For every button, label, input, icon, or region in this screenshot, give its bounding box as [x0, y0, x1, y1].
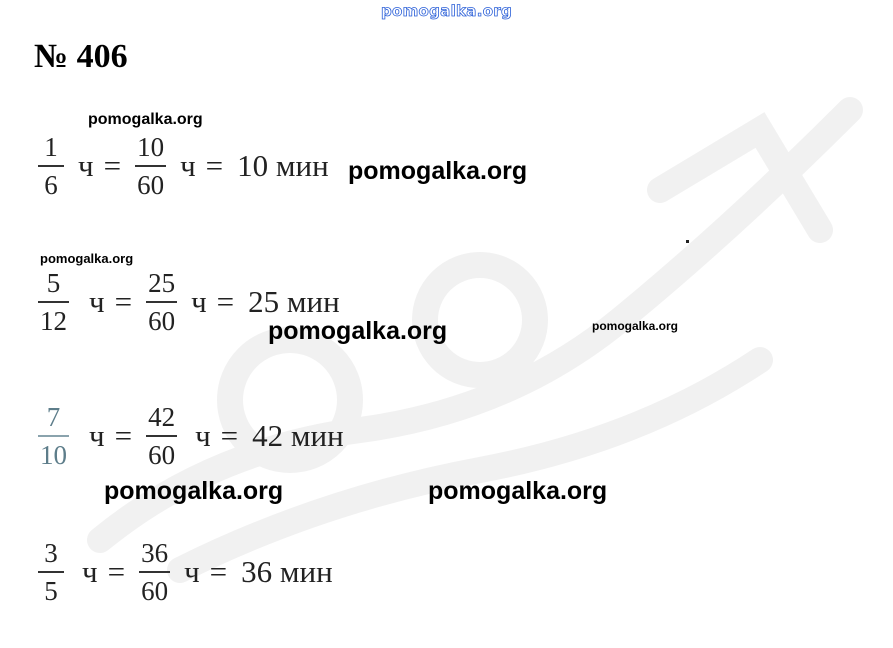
fraction-numerator: 42 — [148, 402, 176, 432]
equals-sign: = — [107, 554, 126, 589]
watermark-text: pomogalka.org — [88, 111, 203, 128]
equation-row — [38, 402, 344, 470]
fraction-hours — [38, 538, 64, 606]
fraction-hours — [38, 268, 69, 336]
equation-row — [38, 132, 329, 200]
stray-dot — [686, 240, 689, 243]
unit-hours: ч — [191, 284, 207, 319]
watermark-text: pomogalka.org — [268, 317, 448, 345]
fraction-sixtieths — [135, 132, 166, 200]
problem-number: № 406 — [34, 38, 128, 75]
unit-hours: ч — [184, 554, 200, 589]
fraction-denominator: 5 — [44, 576, 58, 606]
fraction-sixtieths — [146, 402, 177, 470]
equals-sign: = — [114, 418, 133, 453]
result-minutes: 42 мин — [252, 418, 344, 453]
watermark-text: pomogalka.org — [104, 477, 284, 505]
watermark-text: pomogalka.org — [40, 251, 134, 266]
equals-sign: = — [205, 148, 224, 183]
fraction-numerator: 3 — [44, 538, 58, 568]
unit-hours: ч — [78, 148, 94, 183]
watermark-text: pomogalka.org — [428, 477, 608, 505]
equals-sign: = — [103, 148, 122, 183]
fraction-denominator: 60 — [141, 576, 169, 606]
unit-hours: ч — [180, 148, 196, 183]
result-minutes: 36 мин — [241, 554, 333, 589]
fraction-denominator: 6 — [44, 170, 58, 200]
fraction-numerator: 10 — [137, 132, 165, 162]
fraction-numerator: 36 — [141, 538, 169, 568]
unit-hours: ч — [195, 418, 211, 453]
fraction-denominator: 12 — [40, 306, 67, 336]
fraction-numerator: 1 — [44, 132, 58, 162]
fraction-denominator: 60 — [148, 440, 176, 470]
fraction-hours — [38, 132, 64, 200]
result-minutes: 25 мин — [248, 284, 340, 319]
equals-sign: = — [114, 284, 133, 319]
fraction-numerator: 7 — [46, 402, 61, 432]
fraction-denominator: 60 — [137, 170, 165, 200]
fraction-denominator: 10 — [40, 440, 67, 470]
watermark-text: pomogalka.org — [348, 157, 528, 185]
equals-sign: = — [209, 554, 228, 589]
unit-hours: ч — [82, 554, 98, 589]
unit-hours: ч — [89, 418, 105, 453]
watermark-text: pomogalka.org — [592, 319, 679, 333]
fraction-denominator: 60 — [148, 306, 176, 336]
equals-sign: = — [216, 284, 235, 319]
result-minutes: 10 мин — [237, 148, 329, 183]
fraction-hours — [38, 402, 69, 470]
site-link[interactable]: pomogalka.org — [380, 2, 513, 20]
fraction-sixtieths — [146, 268, 177, 336]
fraction-numerator: 25 — [148, 268, 176, 298]
fraction-numerator: 5 — [46, 268, 61, 298]
equation-row — [38, 538, 333, 606]
fraction-sixtieths — [139, 538, 170, 606]
unit-hours: ч — [89, 284, 105, 319]
equals-sign: = — [220, 418, 239, 453]
